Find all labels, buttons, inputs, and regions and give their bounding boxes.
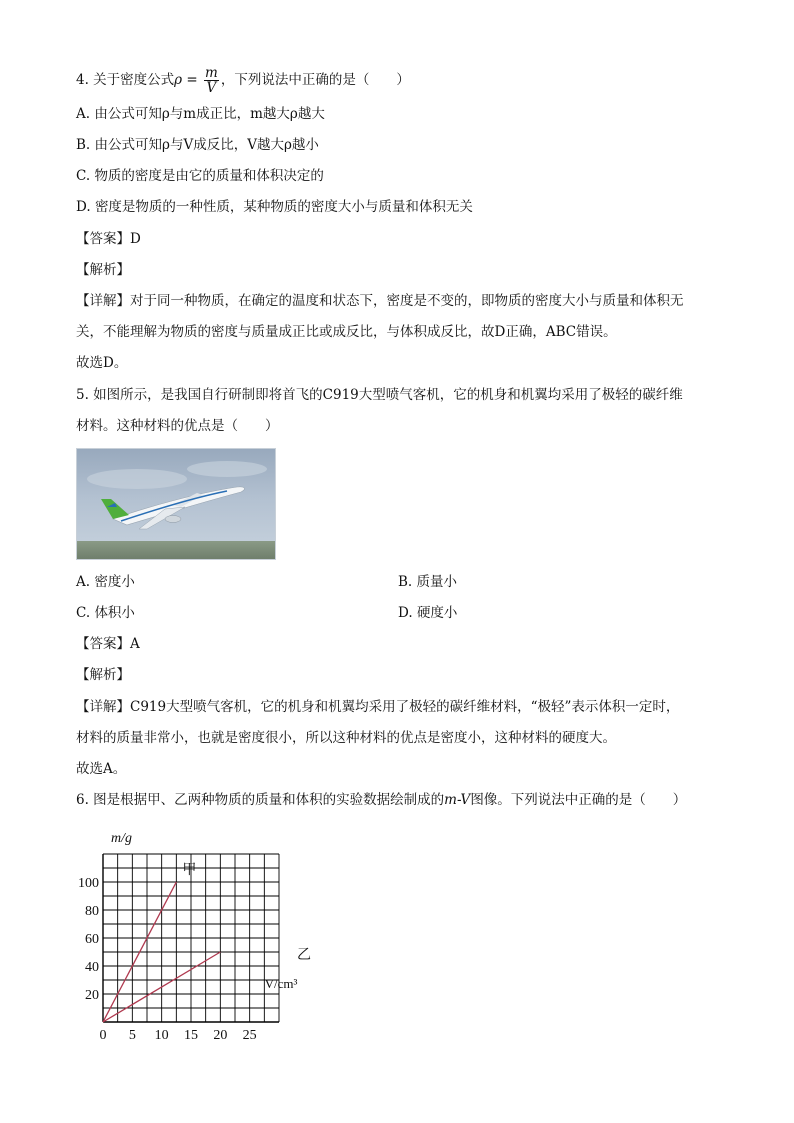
y-axis-label: m/g <box>111 831 132 846</box>
mass-volume-graph <box>70 828 350 1043</box>
detail-tag: 【详解】 <box>76 293 130 309</box>
q6-stem-suffix: 图像。下列说法中正确的是（ ） <box>470 792 687 808</box>
q5-answer <box>76 635 140 653</box>
option-label: D. <box>76 199 91 215</box>
airplane-illustration <box>77 449 275 559</box>
q4-detail-line1 <box>76 292 684 310</box>
x-tick-label: 5 <box>128 1028 136 1043</box>
q4-option-d <box>76 198 473 216</box>
option-label: B. <box>398 574 413 590</box>
q4-option-b <box>76 136 319 154</box>
q5-detail-line2: 材料的质量非常小，也就是密度很小，所以这种材料的优点是密度小，这种材料的硬度大。 <box>76 730 616 746</box>
option-label: A. <box>76 106 91 122</box>
q4-analysis-tag: 【解析】 <box>76 262 130 278</box>
y-tick-label: 40 <box>85 960 99 975</box>
q4-stem <box>76 66 410 95</box>
q4-stem-prefix: 4. 关于密度公式 <box>76 72 175 88</box>
fraction-denominator: V <box>206 80 217 96</box>
x-tick-label: 0 <box>99 1028 107 1043</box>
airplane-photo <box>76 448 276 560</box>
q4-stem-suffix: ，下列说法中正确的是（ ） <box>220 72 410 88</box>
y-tick-label: 20 <box>85 988 99 1003</box>
detail-tag: 【详解】 <box>76 699 130 715</box>
series-label: 乙 <box>297 948 311 963</box>
option-label: C. <box>76 605 91 621</box>
option-label: B. <box>76 137 91 153</box>
option-text: 由公式可知ρ与m成正比，m越大ρ越大 <box>94 106 325 122</box>
answer-value: A <box>130 636 140 652</box>
q4-detail-line2: 关，不能理解为物质的密度与质量成正比或成反比，与体积成反比，故D正确，ABC错误。 <box>76 324 617 340</box>
option-text: 密度是物质的一种性质，某种物质的密度大小与质量和体积无关 <box>94 199 473 215</box>
answer-value: D <box>130 231 141 247</box>
x-tick-label: 15 <box>184 1028 198 1043</box>
y-tick-label: 100 <box>78 876 99 891</box>
q5-stem-line1: 5. 如图所示，是我国自行研制即将首飞的C919大型喷气客机，它的机身和机翼均采用了极轻的碳纤维 <box>76 387 683 403</box>
q5-stem-line2: 材料。这种材料的优点是（ ） <box>76 418 279 434</box>
q4-conclusion: 故选D。 <box>76 355 128 371</box>
q6-stem-var: m-V <box>444 792 471 808</box>
option-text: 硬度小 <box>416 605 458 621</box>
q5-option-a <box>76 573 135 591</box>
q5-conclusion: 故选A。 <box>76 761 127 777</box>
q5-analysis-tag: 【解析】 <box>76 667 130 683</box>
q4-eq: = <box>182 72 203 88</box>
q4-option-a <box>76 105 325 123</box>
option-label: C. <box>76 168 91 184</box>
y-tick-label: 80 <box>85 904 99 919</box>
q4-option-c <box>76 167 324 185</box>
q6-stem <box>76 791 686 809</box>
x-tick-label: 20 <box>213 1028 228 1043</box>
y-tick-label: 60 <box>85 932 99 947</box>
answer-tag: 【答案】 <box>76 636 130 652</box>
q5-detail-line1 <box>76 698 679 716</box>
option-text: 体积小 <box>94 605 135 621</box>
q5-option-d <box>398 604 457 622</box>
q5-option-b <box>398 573 457 591</box>
series-label: 甲 <box>182 863 197 878</box>
q5-option-c <box>76 604 135 622</box>
answer-tag: 【答案】 <box>76 231 130 247</box>
q4-rho: ρ <box>174 72 183 88</box>
option-text: 物质的密度是由它的质量和体积决定的 <box>94 168 324 184</box>
option-text: 由公式可知ρ与V成反比，V越大ρ越小 <box>94 137 319 153</box>
density-fraction <box>204 66 219 95</box>
fraction-numerator: m <box>205 65 218 81</box>
option-label: D. <box>398 605 413 621</box>
q6-stem-prefix: 6. 图是根据甲、乙两种物质的质量和体积的实验数据绘制成的 <box>76 792 445 808</box>
option-text: 密度小 <box>94 574 135 590</box>
x-axis-label: V/cm³ <box>264 976 298 991</box>
x-tick-label: 10 <box>154 1028 169 1043</box>
detail-text: C919大型喷气客机，它的机身和机翼均采用了极轻的碳纤维材料，“极轻”表示体积一定时， <box>130 699 680 715</box>
x-tick-label: 25 <box>242 1028 257 1043</box>
option-label: A. <box>76 574 91 590</box>
q4-answer <box>76 230 141 248</box>
option-text: 质量小 <box>416 574 458 590</box>
detail-text: 对于同一种物质，在确定的温度和状态下，密度是不变的，即物质的密度大小与质量和体积无 <box>130 293 684 309</box>
